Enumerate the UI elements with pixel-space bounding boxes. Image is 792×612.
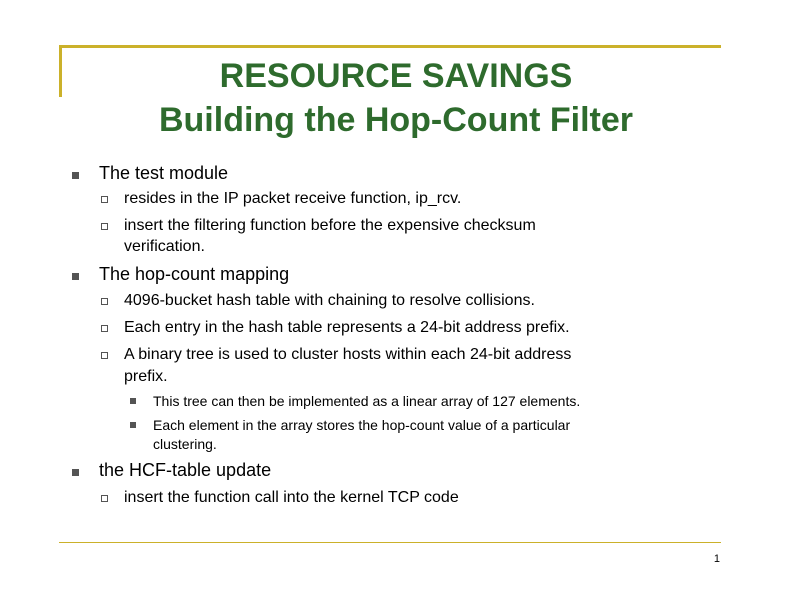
frame-top-line (59, 45, 721, 48)
square-bullet-icon (72, 469, 79, 476)
small-square-bullet-icon (130, 398, 136, 404)
hollow-square-bullet-icon (101, 196, 108, 203)
sub-list-item: This tree can then be implemented as a linear array of 127 elements. (153, 393, 581, 409)
small-square-bullet-icon (130, 422, 136, 428)
page-number: 1 (713, 553, 720, 565)
square-bullet-icon (72, 273, 79, 280)
list-item: insert the filtering function before the expensive checksum (124, 217, 536, 234)
hollow-square-bullet-icon (101, 325, 108, 332)
frame-bottom-line (59, 542, 721, 543)
section-heading-hop-count-mapping: The hop-count mapping (99, 264, 290, 284)
slide-title-line-2: Building the Hop-Count Filter (158, 101, 634, 139)
square-bullet-icon (72, 172, 79, 179)
slide-title-line-1: RESOURCE SAVINGS (219, 57, 573, 95)
list-item: resides in the IP packet receive function, ip_rcv. (124, 190, 462, 207)
hollow-square-bullet-icon (101, 298, 108, 305)
list-item: Each entry in the hash table represents a 24-bit address prefix. (124, 319, 570, 336)
sub-list-item-continuation: clustering. (153, 436, 217, 452)
list-item-continuation: prefix. (124, 368, 168, 385)
list-item: insert the function call into the kernel TCP code (124, 489, 459, 506)
hollow-square-bullet-icon (101, 223, 108, 230)
list-item: A binary tree is used to cluster hosts within each 24-bit address (124, 346, 572, 363)
sub-list-item: Each element in the array stores the hop-count value of a particular (153, 417, 571, 433)
list-item: 4096-bucket hash table with chaining to resolve collisions. (124, 292, 535, 309)
section-heading-hcf-table-update: the HCF-table update (99, 460, 272, 480)
hollow-square-bullet-icon (101, 495, 108, 502)
section-heading-test-module: The test module (99, 163, 229, 183)
list-item-continuation: verification. (124, 238, 205, 255)
hollow-square-bullet-icon (101, 352, 108, 359)
